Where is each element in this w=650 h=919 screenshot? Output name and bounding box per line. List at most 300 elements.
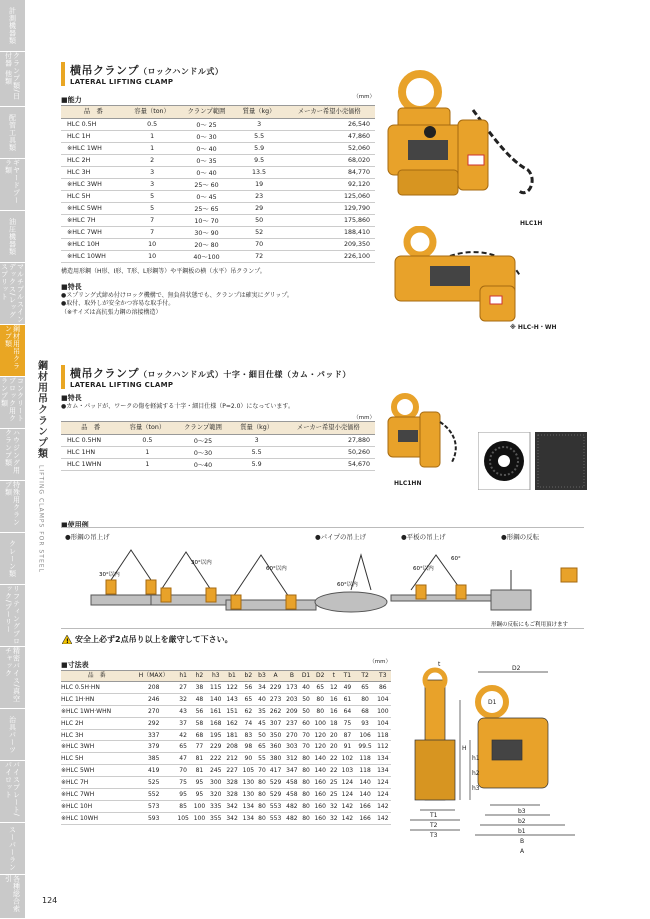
capacity-cell: 125,060: [284, 191, 375, 203]
capacity-header-4: メーカー希望小売価格: [284, 106, 375, 119]
dim-cell: 160: [312, 777, 328, 789]
capacity-cell: 47,860: [284, 131, 375, 143]
sidebar-tab-10[interactable]: [0, 533, 25, 585]
capacity-cell: 209,350: [284, 239, 375, 251]
section-cross-pattern-clamp: [61, 365, 375, 471]
dim-cell: 134: [240, 812, 256, 824]
dim-cell: 140: [312, 753, 328, 765]
capacity-cell: HLC 5H: [61, 191, 126, 203]
sidebar-tab-2[interactable]: [0, 107, 25, 159]
dim-cell: 70: [300, 729, 312, 741]
dim-cell: 160: [312, 812, 328, 824]
dim-cell: 181: [224, 729, 240, 741]
dim-cell: 246: [132, 693, 175, 705]
dim-cell: 80: [300, 789, 312, 801]
dim-label-b3: b3: [518, 808, 526, 815]
dim-cell: 245: [208, 765, 224, 777]
usage-item-section-steel: ●形鋼の吊上げ: [65, 533, 110, 541]
dim-cell: 140: [312, 765, 328, 777]
capacity-cell: 20～ 80: [179, 239, 235, 251]
capacity-cell: 25～ 65: [179, 203, 235, 215]
capacity-header-0: 品 番: [61, 106, 126, 119]
dim-cell: ※HLC 10H: [61, 800, 132, 812]
sidebar-tab-15[interactable]: [0, 823, 25, 875]
dim-cell: 335: [208, 800, 224, 812]
capacity-cell: ※HLC 7WH: [61, 227, 126, 239]
capacity-cell: 0.5: [126, 119, 179, 131]
sidebar-tab-label: 治具パーツ: [8, 715, 17, 754]
capacity-cell: 5: [126, 191, 179, 203]
dim-header-8: A: [267, 671, 283, 682]
dim-cell: 142: [339, 800, 355, 812]
table-row: [61, 458, 375, 470]
sidebar-tab-label: 油圧機器類: [8, 217, 17, 256]
capacity-cell: 19: [235, 179, 284, 191]
dim-cell: 55: [257, 753, 268, 765]
dim-cell: 22: [328, 753, 339, 765]
table-row: [61, 131, 375, 143]
capacity-cell: 25～ 60: [179, 179, 235, 191]
dim-cell: 70: [175, 765, 191, 777]
caption-hlc1h: HLC1H: [520, 220, 543, 227]
capacity-cell: 188,410: [284, 227, 375, 239]
usage-note: 構造用形鋼（H形、I形、T形、L形鋼等）や平鋼板の横（水平）吊クランプ。: [61, 268, 266, 275]
sidebar-tab-6[interactable]: [0, 325, 25, 377]
capacity-cell: 40～100: [179, 251, 235, 263]
capacity-table: [61, 105, 375, 263]
dim-header-14: T2: [356, 671, 375, 682]
capacity-cell: 50: [235, 215, 284, 227]
dim-cell: 124: [339, 777, 355, 789]
dim-cell: 173: [284, 682, 300, 694]
dim-cell: 90: [240, 753, 256, 765]
table-row: [61, 717, 391, 729]
sidebar-tab-label: ハウジング用クランプ類: [4, 429, 21, 474]
dim-header-3: h2: [191, 671, 207, 682]
sidebar-tab-0[interactable]: [0, 0, 25, 52]
dim-cell: 65: [312, 682, 328, 694]
capacity-cell: 10: [126, 239, 179, 251]
dim-cell: ※HLC 1WH·WHN: [61, 705, 132, 717]
vertical-category-title: [33, 360, 49, 573]
dim-cell: 20: [328, 741, 339, 753]
dim-cell: 482: [284, 812, 300, 824]
dim-cell: ※HLC 3WH: [61, 741, 132, 753]
feature-list: [61, 292, 375, 318]
dim-cell: 100: [312, 717, 328, 729]
capacity-cell: 26,540: [284, 119, 375, 131]
capacity-cell: HLC 3H: [61, 167, 126, 179]
dim-cell: 292: [132, 717, 175, 729]
dim-cell: 417: [267, 765, 283, 777]
sidebar-tab-11[interactable]: [0, 585, 25, 647]
dim-cell: 300: [208, 777, 224, 789]
feature-item-2: （※サイズは高抗張力鋼の溶接構造）: [61, 308, 162, 316]
dim-cell: 25: [328, 777, 339, 789]
dim-cell: 124: [339, 789, 355, 801]
dim-cell: 347: [284, 765, 300, 777]
dim-header-6: b2: [240, 671, 256, 682]
dim-cell: 140: [356, 777, 375, 789]
dim-cell: 552: [132, 789, 175, 801]
dim-header-7: b3: [257, 671, 268, 682]
dim-label-t: t: [438, 661, 441, 668]
dim-cell: 49: [339, 682, 355, 694]
dim-cell: 134: [375, 753, 391, 765]
dim-cell: 98: [240, 741, 256, 753]
dim-cell: 74: [240, 717, 256, 729]
dim-cell: 47: [175, 753, 191, 765]
sidebar-tab-label: コンクリートブロック用クランプ類: [0, 377, 25, 422]
sidebar-tab-3[interactable]: [0, 159, 25, 211]
dim-cell: 142: [339, 812, 355, 824]
section-lateral-clamp: [61, 62, 375, 317]
dim-cell: 118: [356, 753, 375, 765]
dim-cell: 85: [175, 800, 191, 812]
dim-cell: 42: [175, 729, 191, 741]
dim-cell: 80: [257, 800, 268, 812]
capacity-cell: 1: [126, 131, 179, 143]
sidebar: [0, 0, 25, 919]
dim-cell: 106: [356, 729, 375, 741]
section1-title-jp: 横吊クランプ: [70, 64, 139, 77]
dim-cell: 80: [300, 765, 312, 777]
dim-cell: 212: [224, 753, 240, 765]
dim-cell: 208: [132, 682, 175, 694]
table-row: [61, 777, 391, 789]
sidebar-tab-label: マルチプルスインデックス/レッグスプリット: [0, 263, 25, 323]
section2-feature: ●カム・パッドが、ワークの傷を軽減する十字・細目仕様（P=2.0）になっています。: [61, 403, 294, 410]
sidebar-tab-4[interactable]: [0, 211, 25, 263]
cross-cell: 0～25: [174, 434, 231, 446]
dim-cell: 20: [328, 729, 339, 741]
dim-cell: 124: [375, 777, 391, 789]
dimension-diagram: [400, 660, 590, 880]
dim-cell: 140: [356, 789, 375, 801]
dim-label-b: B: [520, 838, 525, 845]
dim-cell: 61: [339, 693, 355, 705]
dim-cell: 50: [300, 705, 312, 717]
dim-label-h1: h1: [472, 755, 480, 762]
dim-cell: 100: [191, 800, 207, 812]
dim-cell: 120: [312, 729, 328, 741]
dim-cell: 32: [328, 812, 339, 824]
safety-warning-text: 安全上必ず2点吊り以上を厳守して下さい。: [75, 635, 233, 644]
capacity-cell: ※HLC 3WH: [61, 179, 126, 191]
dim-cell: 303: [284, 741, 300, 753]
sidebar-tab-7[interactable]: [0, 377, 25, 429]
capacity-cell: 68,020: [284, 155, 375, 167]
dim-cell: HLC 2H: [61, 717, 132, 729]
dim-cell: 45: [257, 717, 268, 729]
angle-label-4: 60°以内: [337, 582, 358, 588]
dim-cell: 553: [267, 812, 283, 824]
dimension-section: [61, 657, 391, 825]
capacity-cell: 9.5: [235, 155, 284, 167]
angle-label-5: 60°以内: [413, 566, 434, 572]
dim-cell: 65: [175, 741, 191, 753]
dim-cell: 122: [224, 682, 240, 694]
angle-label-1: 30°以内: [99, 572, 120, 578]
capacity-cell: 0～ 30: [179, 131, 235, 143]
dim-cell: 62: [240, 705, 256, 717]
feature-item-0: ●スプリング式締め付けロック機構で、無負荷状態でも、クランプは確実にグリップ。: [61, 291, 293, 299]
sidebar-tab-label: 鋼材用吊クランプ類: [4, 325, 21, 370]
table-row: [61, 119, 375, 131]
capacity-cell: 72: [235, 251, 284, 263]
capacity-cell: 3: [235, 119, 284, 131]
table-row: [61, 765, 391, 777]
table-row: [61, 167, 375, 179]
dim-cell: 93: [356, 717, 375, 729]
capacity-cell: 3: [126, 167, 179, 179]
table-row: [61, 143, 375, 155]
dim-cell: 86: [375, 682, 391, 694]
table-row: [61, 705, 391, 717]
capacity-cell: 13.5: [235, 167, 284, 179]
dim-label-h2: h2: [472, 770, 480, 777]
table-row: [61, 251, 375, 263]
vertical-title-jp: 鋼材用吊クランプ類: [35, 360, 47, 459]
dim-cell: 593: [132, 812, 175, 824]
capacity-cell: 70: [235, 239, 284, 251]
sidebar-tab-16[interactable]: [0, 875, 25, 919]
sidebar-tab-12[interactable]: [0, 647, 25, 709]
dim-cell: 70: [300, 741, 312, 753]
dim-cell: 161: [208, 705, 224, 717]
dim-cell: 529: [267, 777, 283, 789]
table-row: [61, 800, 391, 812]
dim-label-h: H: [462, 745, 467, 752]
dim-cell: 38: [191, 682, 207, 694]
cross-cell: HLC 1HN: [61, 446, 120, 458]
capacity-cell: 7: [126, 227, 179, 239]
dim-label-h3: h3: [472, 785, 480, 792]
cross-cell: 50,260: [282, 446, 375, 458]
sidebar-tab-14[interactable]: [0, 761, 25, 823]
dim-cell: 40: [257, 693, 268, 705]
dimensions-label: ■寸法表: [61, 661, 89, 669]
dim-cell: HLC 1H·HN: [61, 693, 132, 705]
sidebar-tab-9[interactable]: [0, 481, 25, 533]
sidebar-tab-label: ギヤードプーラ類: [4, 159, 21, 204]
dim-cell: 100: [375, 705, 391, 717]
capacity-cell: 175,860: [284, 215, 375, 227]
cross-cell: 1: [120, 458, 174, 470]
dim-label-b2: b2: [518, 818, 526, 825]
dim-cell: 105: [240, 765, 256, 777]
dim-cell: 118: [356, 765, 375, 777]
dim-header-2: h1: [175, 671, 191, 682]
dim-cell: 56: [240, 682, 256, 694]
capacity-cell: 0～ 40: [179, 143, 235, 155]
cross-pattern-table: [61, 421, 375, 471]
usage-label: ■使用例: [61, 521, 89, 529]
dim-cell: 87: [339, 729, 355, 741]
table-row: [61, 812, 391, 824]
dim-cell: 64: [339, 705, 355, 717]
safety-warning: [62, 634, 233, 645]
sidebar-tab-13[interactable]: [0, 709, 25, 761]
dim-cell: 77: [191, 741, 207, 753]
dim-header-15: T3: [375, 671, 391, 682]
dim-cell: 65: [257, 741, 268, 753]
section2-title-jp: 横吊クランプ: [70, 367, 139, 380]
capacity-header-3: 質量（kg）: [235, 106, 284, 119]
section1-title-en: LATERAL LIFTING CLAMP: [70, 78, 174, 86]
dim-cell: 80: [257, 812, 268, 824]
cross-cell: 27,880: [282, 434, 375, 446]
dim-cell: ※HLC 7H: [61, 777, 132, 789]
capacity-cell: 23: [235, 191, 284, 203]
dim-cell: 95: [175, 789, 191, 801]
dim-cell: 229: [267, 682, 283, 694]
dim-cell: 160: [312, 800, 328, 812]
sidebar-tab-label: 計測機器類: [8, 6, 17, 45]
dim-label-d1: D1: [488, 699, 497, 706]
dim-cell: 328: [224, 789, 240, 801]
table-row: [61, 693, 391, 705]
dimension-table: [61, 670, 391, 825]
dim-label-t2: T2: [430, 822, 438, 829]
usage-examples: [61, 527, 584, 629]
dim-cell: 115: [208, 682, 224, 694]
dim-cell: 27: [175, 682, 191, 694]
dim-cell: 35: [257, 705, 268, 717]
capacity-label: ■能力: [61, 96, 82, 104]
capacity-cell: HLC 0.5H: [61, 119, 126, 131]
dim-cell: 75: [175, 777, 191, 789]
page-number: 124: [42, 896, 58, 905]
dim-cell: 143: [224, 693, 240, 705]
dim-cell: 80: [300, 800, 312, 812]
dim-cell: 102: [339, 753, 355, 765]
feature-label: ■特長: [61, 282, 82, 291]
cross-header-2: クランプ範囲: [174, 421, 231, 434]
sidebar-tab-5[interactable]: [0, 263, 25, 325]
dim-cell: 112: [375, 741, 391, 753]
dim-cell: 25: [328, 789, 339, 801]
dim-cell: 80: [300, 812, 312, 824]
sidebar-tab-1[interactable]: [0, 52, 25, 107]
dim-cell: 80: [257, 777, 268, 789]
dim-cell: 419: [132, 765, 175, 777]
usage-illustrations: [61, 540, 584, 628]
dim-cell: 270: [284, 729, 300, 741]
dim-cell: 104: [375, 693, 391, 705]
dim-cell: 142: [375, 812, 391, 824]
dim-cell: 83: [240, 729, 256, 741]
dim-cell: HLC 3H: [61, 729, 132, 741]
dim-cell: 34: [257, 682, 268, 694]
dim-cell: 65: [356, 682, 375, 694]
dim-cell: 81: [191, 765, 207, 777]
sidebar-tab-label: バイスプレート/パイロット: [4, 761, 21, 817]
dim-cell: ※HLC 10WH: [61, 812, 132, 824]
table-row: [61, 227, 375, 239]
capacity-cell: 0～ 25: [179, 119, 235, 131]
clamp-hlc1h-image: [378, 70, 558, 220]
section2-title-sub: （ロックハンドル式）十字・細目仕様（カム・パッド）: [139, 370, 351, 379]
capacity-cell: 5: [126, 203, 179, 215]
dim-cell: 166: [356, 800, 375, 812]
dim-cell: 142: [375, 800, 391, 812]
dim-cell: 50: [257, 729, 268, 741]
table-row: [61, 729, 391, 741]
dim-cell: 80: [312, 705, 328, 717]
dim-cell: 103: [339, 765, 355, 777]
table-row: [61, 155, 375, 167]
dim-cell: 37: [175, 717, 191, 729]
dim-cell: 68: [356, 705, 375, 717]
feature-item-1: ●取付、取外しが安全かつ容易な取手付。: [61, 300, 175, 307]
capacity-cell: 129,790: [284, 203, 375, 215]
capacity-cell: 29: [235, 203, 284, 215]
dim-cell: 40: [300, 682, 312, 694]
dim-cell: ※HLC 5WH: [61, 765, 132, 777]
dim-cell: 32: [328, 800, 339, 812]
cam-pad-pattern-images: [478, 432, 588, 490]
dim-cell: 58: [191, 717, 207, 729]
dim-cell: 525: [132, 777, 175, 789]
clamp-hlc1hn-image: [380, 392, 470, 477]
sidebar-tab-8[interactable]: [0, 429, 25, 481]
capacity-cell: 52,060: [284, 143, 375, 155]
dim-cell: 203: [284, 693, 300, 705]
dim-header-13: T1: [339, 671, 355, 682]
dim-cell: 81: [191, 753, 207, 765]
cross-cell: HLC 0.5HN: [61, 434, 120, 446]
capacity-cell: 84,770: [284, 167, 375, 179]
capacity-cell: 0～ 45: [179, 191, 235, 203]
cross-cell: HLC 1WHN: [61, 458, 120, 470]
dim-cell: 70: [257, 765, 268, 777]
cross-cell: 1: [120, 446, 174, 458]
dim-cell: 342: [224, 800, 240, 812]
usage-reverse-note: 形鋼の反転にもご利用頂けます: [491, 622, 569, 628]
table-row: [61, 682, 391, 694]
table-row: [61, 434, 375, 446]
capacity-cell: ※HLC 5WH: [61, 203, 126, 215]
cross-cell: 0.5: [120, 434, 174, 446]
dim-header-11: D2: [312, 671, 328, 682]
dim-cell: 151: [224, 705, 240, 717]
usage-item-plate: ●平板の吊上げ: [401, 533, 446, 541]
sidebar-tab-label: スーパーラン: [8, 826, 17, 871]
vertical-title-en: LIFTING CLAMPS FOR STEEL: [37, 465, 45, 573]
dim-cell: 553: [267, 800, 283, 812]
capacity-cell: 30～ 90: [179, 227, 235, 239]
capacity-cell: HLC 2H: [61, 155, 126, 167]
capacity-cell: 52: [235, 227, 284, 239]
cross-header-0: 品 番: [61, 421, 120, 434]
table-row: [61, 179, 375, 191]
dim-cell: 22: [328, 765, 339, 777]
dim-header-0: 品 番: [61, 671, 132, 682]
capacity-cell: ※HLC 10H: [61, 239, 126, 251]
table-row: [61, 789, 391, 801]
dim-cell: 18: [328, 717, 339, 729]
dim-cell: 229: [208, 741, 224, 753]
dim-cell: 222: [208, 753, 224, 765]
table-row: [61, 203, 375, 215]
cross-cell: 3: [232, 434, 282, 446]
dim-cell: 80: [257, 789, 268, 801]
angle-label-3: 60°以内: [266, 566, 287, 572]
table-row: [61, 741, 391, 753]
dim-cell: 312: [284, 753, 300, 765]
dim-cell: 458: [284, 777, 300, 789]
